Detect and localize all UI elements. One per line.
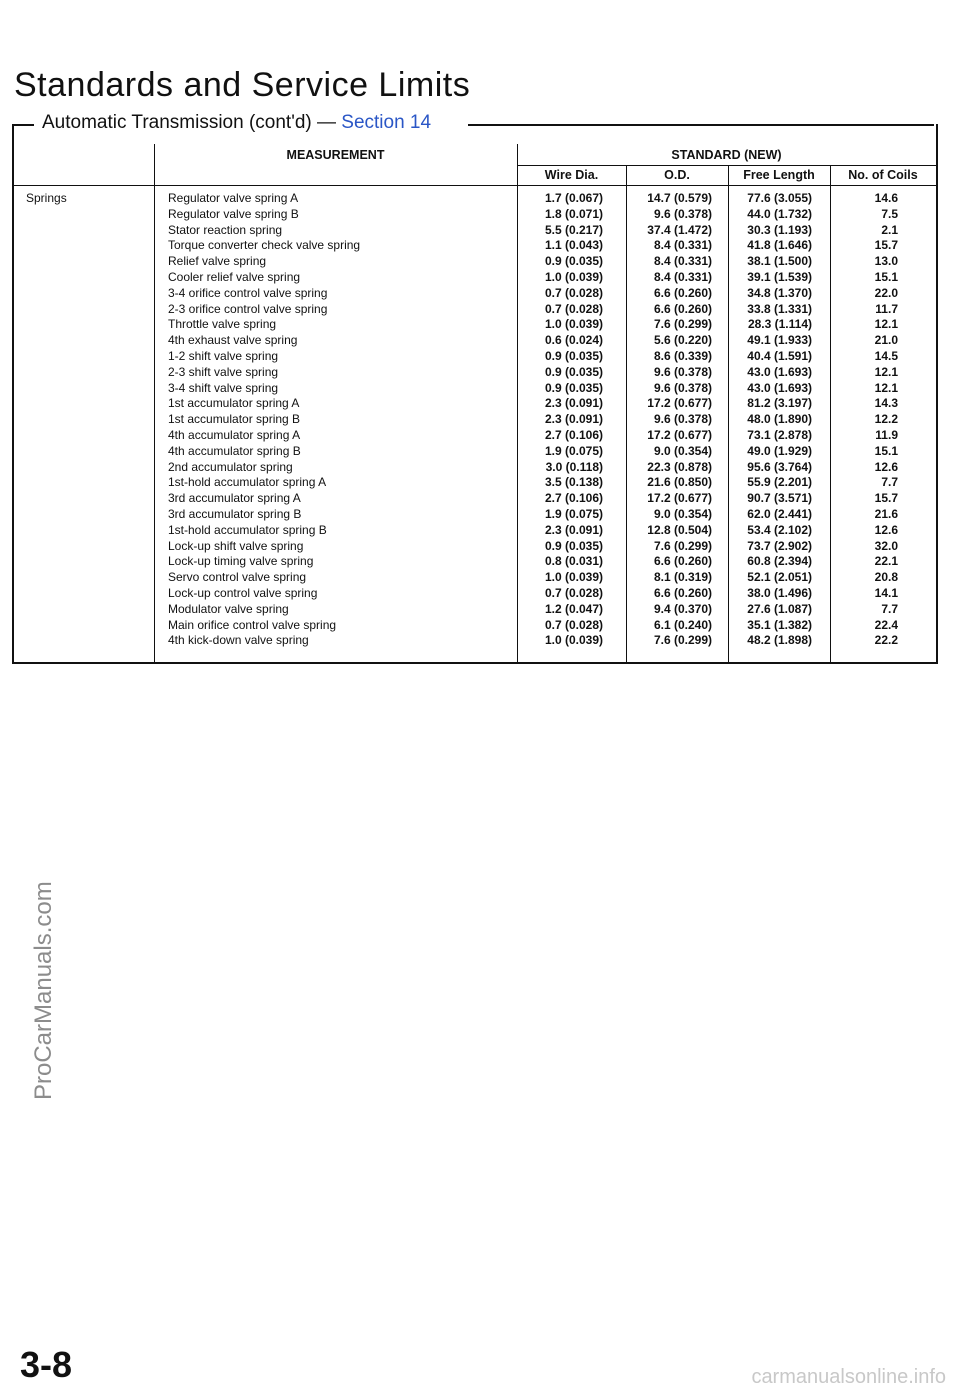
- col-divider-category: [154, 144, 155, 662]
- table-cell-wire: 0.9 (0.035): [544, 254, 603, 269]
- table-cell-free: 53.4 (2.102): [747, 522, 812, 537]
- table-cell-free: 28.3 (1.114): [747, 317, 812, 332]
- table-cell-wire: 1.8 (0.071): [544, 206, 603, 221]
- table-cell-free: 55.9 (2.201): [747, 475, 812, 490]
- table-cell-wire: 0.7 (0.028): [544, 301, 603, 316]
- table-cell-item: Lock-up shift valve spring: [168, 538, 304, 553]
- table-cell-item: 4th accumulator spring A: [168, 427, 301, 442]
- table-cell-wire: 1.0 (0.039): [544, 570, 603, 585]
- table-cell-item: Stator reaction spring: [168, 222, 283, 237]
- table-cell-coils: 12.2: [874, 412, 898, 427]
- table-cell-coils: 21.0: [874, 333, 898, 348]
- table-cell-item: Cooler relief valve spring: [168, 269, 301, 284]
- table-cell-coils: 15.7: [874, 491, 898, 506]
- table-cell-wire: 0.6 (0.024): [544, 333, 603, 348]
- table-cell-free: 52.1 (2.051): [747, 570, 812, 585]
- table-cell-od: 9.6 (0.378): [653, 380, 712, 395]
- table-cell-coils: 11.7: [875, 301, 898, 316]
- table-cell-free: 44.0 (1.732): [747, 206, 812, 221]
- table-cell-free: 48.2 (1.898): [747, 633, 812, 648]
- table-cell-coils: 32.0: [874, 538, 898, 553]
- table-cell-free: 73.1 (2.878): [747, 427, 812, 442]
- table-cell-od: 7.6 (0.299): [653, 633, 712, 648]
- table-cell-od: 6.6 (0.260): [653, 285, 712, 300]
- table-cell-coils: 22.4: [874, 617, 898, 632]
- table-cell-od: 17.2 (0.677): [647, 491, 712, 506]
- table-cell-item: Regulator valve spring A: [168, 191, 299, 205]
- table-cell-coils: 14.3: [874, 396, 898, 411]
- table-cell-wire: 1.7 (0.067): [544, 191, 603, 205]
- table-cell-item: 4th accumulator spring B: [168, 443, 301, 458]
- table-cell-free: 49.0 (1.929): [747, 443, 812, 458]
- coils-column: [830, 191, 898, 649]
- table-cell-od: 6.1 (0.240): [653, 617, 712, 632]
- standard-header: STANDARD (NEW): [671, 148, 782, 162]
- table-cell-wire: 0.8 (0.031): [544, 554, 603, 569]
- table-cell-od: 9.0 (0.354): [653, 443, 712, 458]
- od-column: [626, 191, 712, 649]
- table-cell-od: 8.1 (0.319): [653, 570, 712, 585]
- table-cell-wire: 1.0 (0.039): [544, 633, 603, 648]
- table-cell-free: 90.7 (3.571): [747, 491, 812, 506]
- table-cell-free: 39.1 (1.539): [747, 269, 812, 284]
- table-cell-free: 27.6 (1.087): [747, 601, 812, 616]
- table-cell-coils: 13.0: [874, 254, 898, 269]
- table-cell-wire: 0.9 (0.035): [544, 364, 603, 379]
- table-cell-wire: 0.7 (0.028): [544, 617, 603, 632]
- table-cell-coils: 2.1: [881, 222, 898, 237]
- od-header: O.D.: [664, 168, 690, 182]
- table-cell-od: 22.3 (0.878): [647, 459, 712, 474]
- measurement-header: MEASUREMENT: [286, 148, 385, 162]
- table-cell-wire: 5.5 (0.217): [544, 222, 603, 237]
- header-bottom-rule: [14, 185, 936, 186]
- table-cell-od: 9.6 (0.378): [653, 206, 712, 221]
- table-cell-wire: 2.3 (0.091): [544, 412, 603, 427]
- table-cell-od: 6.6 (0.260): [653, 585, 712, 600]
- table-cell-item: 1-2 shift valve spring: [168, 348, 279, 363]
- table-cell-od: 21.6 (0.850): [647, 475, 712, 490]
- table-cell-coils: 12.1: [874, 380, 898, 395]
- table-cell-free: 41.8 (1.646): [747, 238, 812, 253]
- table-cell-od: 9.6 (0.378): [653, 364, 712, 379]
- table-cell-wire: 0.7 (0.028): [544, 285, 603, 300]
- table-cell-item: 3rd accumulator spring B: [168, 506, 302, 521]
- table-cell-item: Lock-up control valve spring: [168, 585, 318, 600]
- table-cell-od: 7.6 (0.299): [653, 538, 712, 553]
- table-cell-free: 40.4 (1.591): [747, 348, 812, 363]
- table-cell-coils: 14.5: [874, 348, 898, 363]
- table-cell-coils: 22.1: [874, 554, 898, 569]
- table-cell-wire: 3.5 (0.138): [544, 475, 603, 490]
- watermark: ProCarManuals.com: [30, 881, 57, 1100]
- table-cell-wire: 0.9 (0.035): [544, 538, 603, 553]
- table-cell-coils: 12.1: [874, 317, 898, 332]
- table-cell-wire: 1.9 (0.075): [544, 506, 603, 521]
- table-cell-coils: 22.2: [874, 633, 898, 648]
- table-cell-od: 8.4 (0.331): [653, 238, 712, 253]
- table-cell-item: Main orifice control valve spring: [168, 617, 337, 632]
- table-cell-free: 35.1 (1.382): [747, 617, 812, 632]
- table-cell-free: 34.8 (1.370): [747, 285, 812, 300]
- page-number: 3-8: [20, 1344, 73, 1385]
- table-cell-free: 33.8 (1.331): [747, 301, 812, 316]
- table-cell-free: 73.7 (2.902): [747, 538, 812, 553]
- table-cell-coils: 12.6: [874, 459, 898, 474]
- table-cell-wire: 2.7 (0.106): [544, 491, 603, 506]
- wire-dia-header: Wire Dia.: [544, 168, 599, 182]
- table-cell-od: 6.6 (0.260): [653, 554, 712, 569]
- table-cell-od: 12.8 (0.504): [647, 522, 712, 537]
- table-cell-coils: 22.0: [874, 285, 898, 300]
- table-cell-od: 9.0 (0.354): [653, 506, 712, 521]
- table-cell-item: Throttle valve spring: [168, 317, 277, 332]
- table-cell-item: Relief valve spring: [168, 254, 267, 269]
- table-cell-item: 2-3 shift valve spring: [168, 364, 279, 379]
- standard-header-rule: [517, 165, 936, 166]
- table-cell-wire: 1.0 (0.039): [544, 317, 603, 332]
- table-cell-item: Servo control valve spring: [168, 570, 307, 585]
- table-cell-item: Modulator valve spring: [168, 601, 289, 616]
- section-link[interactable]: Section 14: [341, 112, 432, 133]
- table-cell-coils: 11.9: [875, 427, 898, 442]
- table-cell-free: 43.0 (1.693): [747, 380, 812, 395]
- table-cell-free: 43.0 (1.693): [747, 364, 812, 379]
- table-cell-od: 8.6 (0.339): [653, 348, 712, 363]
- free-length-header: Free Length: [743, 168, 815, 182]
- table-cell-coils: 15.1: [874, 443, 898, 458]
- table-cell-wire: 1.9 (0.075): [544, 443, 603, 458]
- table-cell-od: 9.4 (0.370): [653, 601, 712, 616]
- table-cell-free: 49.1 (1.933): [747, 333, 812, 348]
- table-cell-coils: 7.7: [881, 475, 898, 490]
- table-cell-od: 37.4 (1.472): [647, 222, 712, 237]
- table-cell-item: 1st-hold accumulator spring B: [168, 522, 327, 537]
- table-cell-free: 38.0 (1.496): [747, 585, 812, 600]
- wire-dia-column: [517, 191, 603, 649]
- table-cell-od: 7.6 (0.299): [653, 317, 712, 332]
- table-cell-od: 5.6 (0.220): [653, 333, 712, 348]
- subhead-prefix: Automatic Transmission (cont'd) —: [42, 112, 342, 133]
- table-cell-coils: 21.6: [874, 506, 898, 521]
- table-cell-od: 14.7 (0.579): [647, 191, 712, 205]
- table-cell-od: 9.6 (0.378): [653, 412, 712, 427]
- table-cell-item: 3-4 orifice control valve spring: [168, 285, 328, 300]
- table-cell-coils: 7.5: [881, 206, 898, 221]
- table-cell-coils: 12.6: [874, 522, 898, 537]
- table-cell-free: 38.1 (1.500): [747, 254, 812, 269]
- spring-spec-table: [12, 124, 938, 664]
- table-cell-item: 3-4 shift valve spring: [168, 380, 279, 395]
- table-cell-wire: 3.0 (0.118): [545, 459, 603, 474]
- table-cell-coils: 14.1: [874, 585, 898, 600]
- table-cell-od: 8.4 (0.331): [653, 269, 712, 284]
- table-cell-item: 3rd accumulator spring A: [168, 491, 301, 506]
- table-cell-item: 4th kick-down valve spring: [168, 633, 309, 648]
- table-cell-coils: 20.8: [874, 570, 898, 585]
- page-title: Standards and Service Limits: [14, 66, 471, 104]
- table-cell-free: 48.0 (1.890): [747, 412, 812, 427]
- table-cell-wire: 2.3 (0.091): [544, 522, 603, 537]
- table-cell-wire: 0.9 (0.035): [544, 348, 603, 363]
- table-cell-wire: 2.3 (0.091): [544, 396, 603, 411]
- table-cell-item: 2-3 orifice control valve spring: [168, 301, 328, 316]
- table-cell-coils: 15.7: [874, 238, 898, 253]
- table-cell-od: 17.2 (0.677): [647, 427, 712, 442]
- table-cell-coils: 12.1: [874, 364, 898, 379]
- table-cell-free: 81.2 (3.197): [747, 396, 812, 411]
- table-cell-coils: 14.6: [874, 191, 898, 205]
- table-cell-item: 4th exhaust valve spring: [168, 333, 298, 348]
- table-cell-free: 30.3 (1.193): [747, 222, 812, 237]
- table-cell-item: 1st accumulator spring A: [168, 396, 300, 411]
- table-cell-wire: 1.1 (0.043): [544, 238, 603, 253]
- table-cell-item: Regulator valve spring B: [168, 206, 299, 221]
- table-cell-free: 77.6 (3.055): [747, 191, 812, 205]
- table-cell-coils: 15.1: [874, 269, 898, 284]
- table-cell-item: 2nd accumulator spring: [168, 459, 293, 474]
- table-cell-od: 17.2 (0.677): [647, 396, 712, 411]
- table-cell-wire: 0.7 (0.028): [544, 585, 603, 600]
- table-cell-od: 8.4 (0.331): [653, 254, 712, 269]
- table-cell-free: 62.0 (2.441): [747, 506, 812, 521]
- free-length-column: [728, 191, 812, 649]
- table-cell-item: Torque converter check valve spring: [168, 238, 361, 253]
- coils-header: No. of Coils: [848, 168, 918, 182]
- category-cell: Springs: [26, 191, 67, 205]
- table-cell-wire: 2.7 (0.106): [544, 427, 603, 442]
- table-cell-wire: 0.9 (0.035): [544, 380, 603, 395]
- table-cell-wire: 1.2 (0.047): [544, 601, 603, 616]
- table-cell-free: 95.6 (3.764): [747, 459, 812, 474]
- table-cell-item: Lock-up timing valve spring: [168, 554, 314, 569]
- measurement-column: [168, 191, 360, 649]
- table-cell-wire: 1.0 (0.039): [544, 269, 603, 284]
- table-cell-free: 60.8 (2.394): [747, 554, 812, 569]
- table-cell-item: 1st accumulator spring B: [168, 412, 301, 427]
- footer-site-text: carmanualsonline.info: [751, 1366, 946, 1388]
- table-cell-coils: 7.7: [881, 601, 898, 616]
- table-cell-od: 6.6 (0.260): [653, 301, 712, 316]
- table-cell-item: 1st-hold accumulator spring A: [168, 475, 327, 490]
